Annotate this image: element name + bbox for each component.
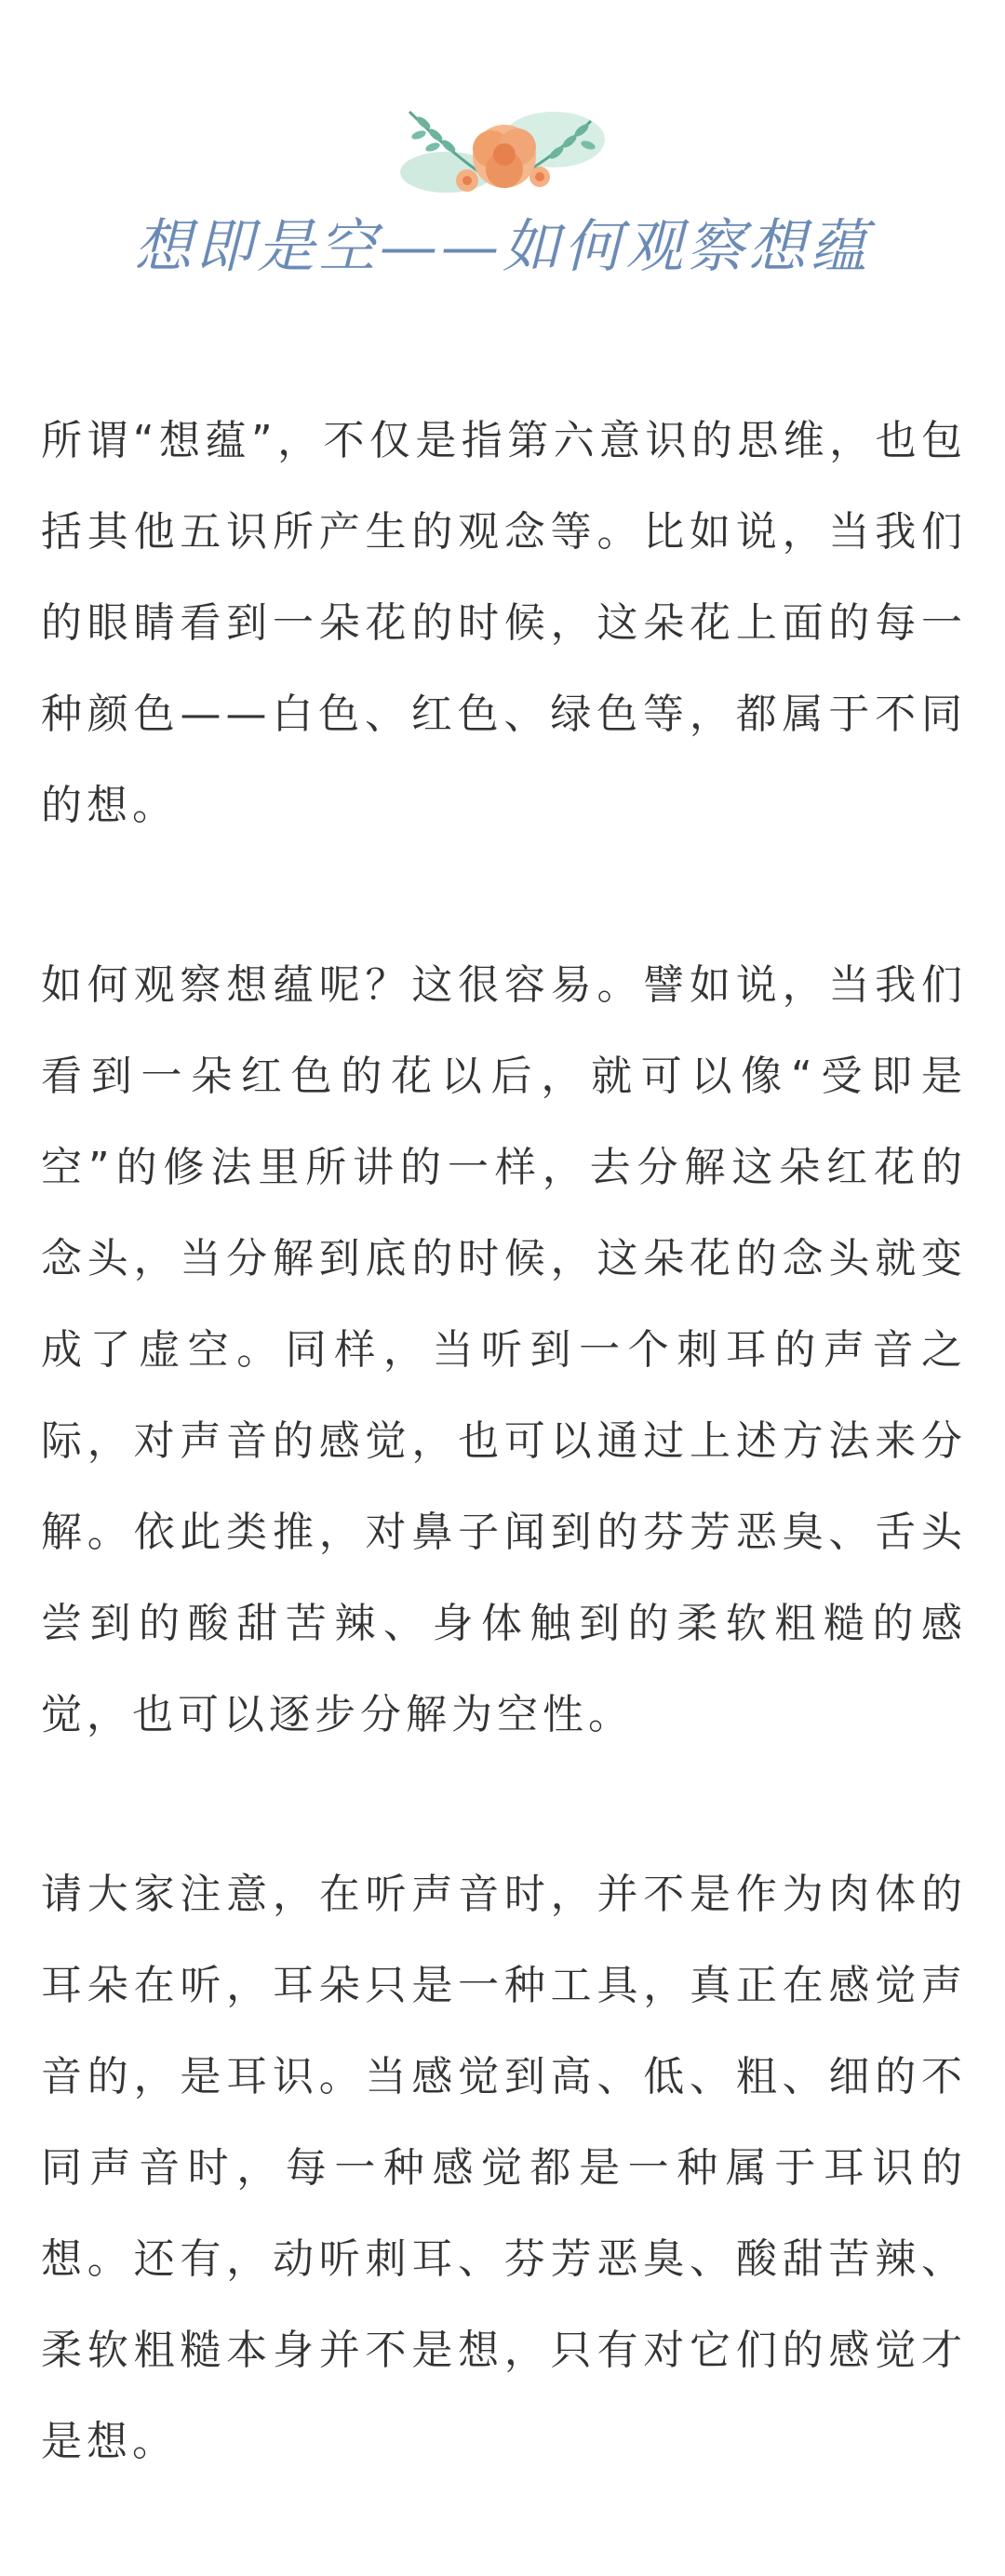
article-header [0, 74, 1005, 298]
paragraph-3: 请大家注意，在听声音时，并不是作为肉体的耳朵在听，耳朵只是一种工具，真正在感觉声音的，是耳识。当感觉到高、低、粗、细的不同声音时，每一种感觉都是一种属于耳识的想。还有，动听刺耳、芬芳恶臭、酸甜苦辣、柔软粗糙本身并不是想，只有对它们的感觉才是想。 [41, 1871, 967, 2465]
article-body [41, 396, 967, 2576]
paragraph-1: 所谓“想蕴”，不仅是指第六意识的思维，也包括其他五识所产生的观念等。比如说，当我们的眼睛看到一朵花的时候，这朵花上面的每一种颜色——白色、红色、绿色等，都属于不同的想。 [41, 417, 967, 829]
article-title: 想即是空——如何观察想蕴 [133, 212, 871, 280]
watercolor-flower-icon [391, 84, 614, 214]
paragraph-2: 如何观察想蕴呢？这很容易。譬如说，当我们看到一朵红色的花以后，就可以像“受即是空”的修法里所讲的一样，去分解这朵红花的念头，当分解到底的时候，这朵花的念头就变成了虚空。同样，当听到一个刺耳的声音之际，对声音的感觉，也可以通过上述方法来分解。依此类推，对鼻子闻到的芬芳恶臭、舌头尝到的酸甜苦辣、身体触到的柔软粗糙的感觉，也可以逐步分解为空性。 [41, 961, 967, 1738]
